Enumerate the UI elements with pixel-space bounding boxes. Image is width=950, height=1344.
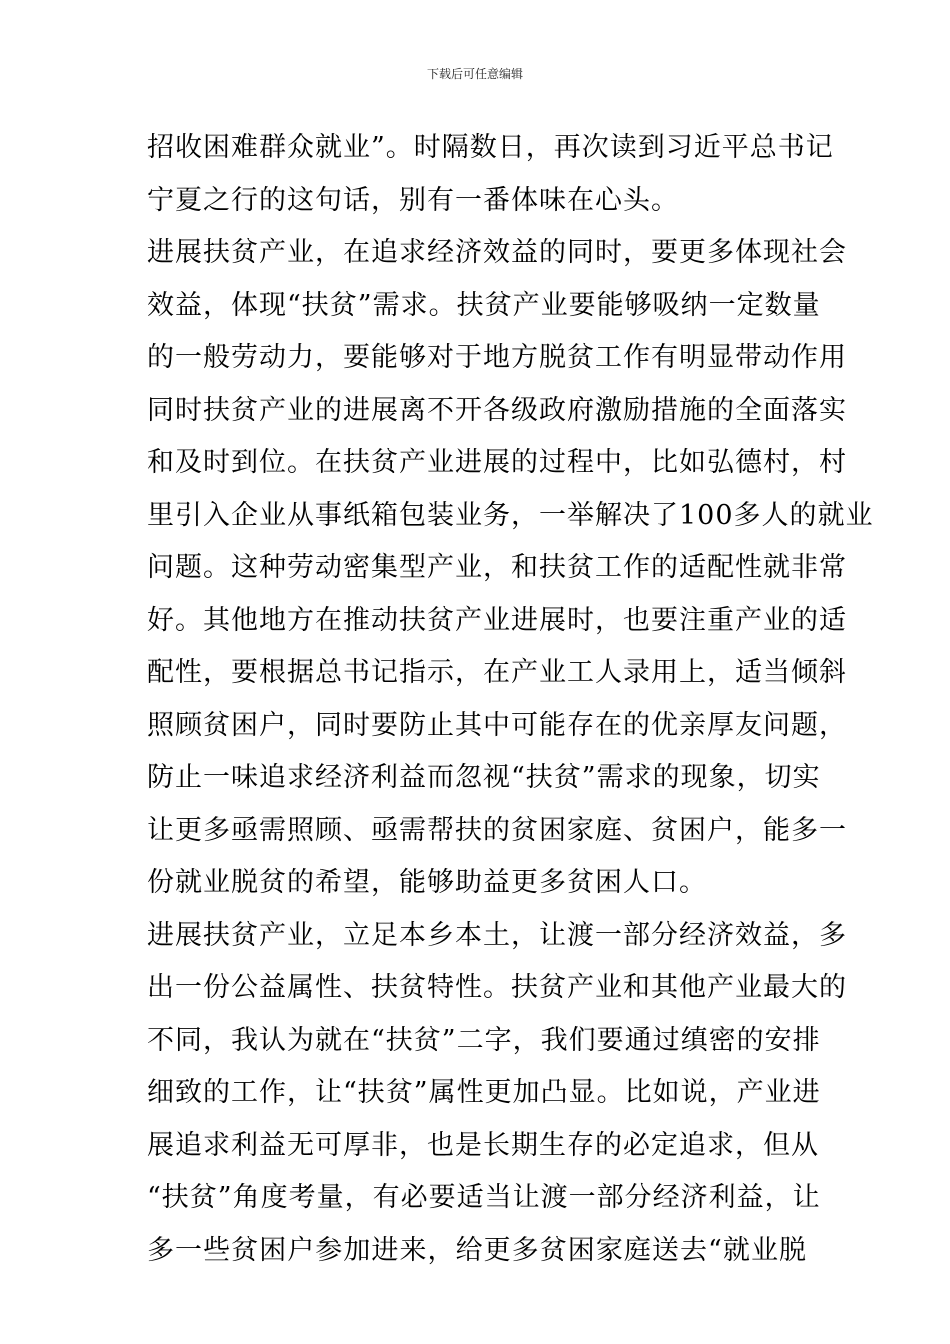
page-header: 下载后可任意编辑: [426, 67, 523, 81]
text-line: 进展扶贫产业，立足本乡本土，让渡一部分经济效益，多: [147, 919, 847, 951]
text-line: 进展扶贫产业，在追求经济效益的同时，要更多体现社会: [147, 237, 847, 268]
text-line: 防止一味追求经济利益而忽视“扶贫”需求的现象，切实: [147, 762, 821, 793]
text-line: 问题。这种劳动密集型产业，和扶贫工作的适配性就非常: [147, 552, 847, 583]
text-line: 好。其他地方在推动扶贫产业进展时，也要注重产业的适: [147, 604, 847, 636]
text-line: 份就业脱贫的希望，能够助益更多贫困人口。: [147, 867, 707, 898]
document-body: [147, 122, 874, 1277]
text-line: 照顾贫困户，同时要防止其中可能存在的优亲厚友问题，: [147, 709, 847, 741]
text-line: 出一份公益属性、扶贫特性。扶贫产业和其他产业最大的: [147, 972, 847, 1003]
text-line: 配性，要根据总书记指示，在产业工人录用上，适当倾斜: [147, 657, 847, 688]
text-line: 不同，我认为就在“扶贫”二字，我们要通过缜密的安排: [147, 1024, 821, 1056]
text-line: 效益，体现“扶贫”需求。扶贫产业要能够吸纳一定数量: [147, 289, 821, 321]
text-line: 让更多亟需照顾、亟需帮扶的贫困家庭、贫困户，能多一: [147, 814, 847, 846]
text-line: “扶贫”角度考量，有必要适当让渡一部分经济利益，让: [147, 1182, 821, 1213]
text-line: 多一些贫困户参加进来，给更多贫困家庭送去“就业脱: [147, 1234, 807, 1266]
text-line: 招收困难群众就业”。时隔数日，再次读到习近平总书记: [147, 132, 834, 163]
text-line: 展追求利益无可厚非，也是长期生存的必定追求，但从: [147, 1129, 819, 1161]
text-line: 和及时到位。在扶贫产业进展的过程中，比如弘德村，村: [147, 447, 847, 478]
text-line: 同时扶贫产业的进展离不开各级政府激励措施的全面落实: [147, 394, 847, 426]
text-line: 的一般劳动力，要能够对于地方脱贫工作有明显带动作用: [147, 342, 847, 373]
text-line: 宁夏之行的这句话，别有一番体味在心头。: [147, 184, 679, 216]
text-line: 里引入企业从事纸箱包装业务，一举解决了100多人的就业: [147, 499, 874, 531]
text-line: 细致的工作，让“扶贫”属性更加凸显。比如说，产业进: [147, 1077, 821, 1108]
